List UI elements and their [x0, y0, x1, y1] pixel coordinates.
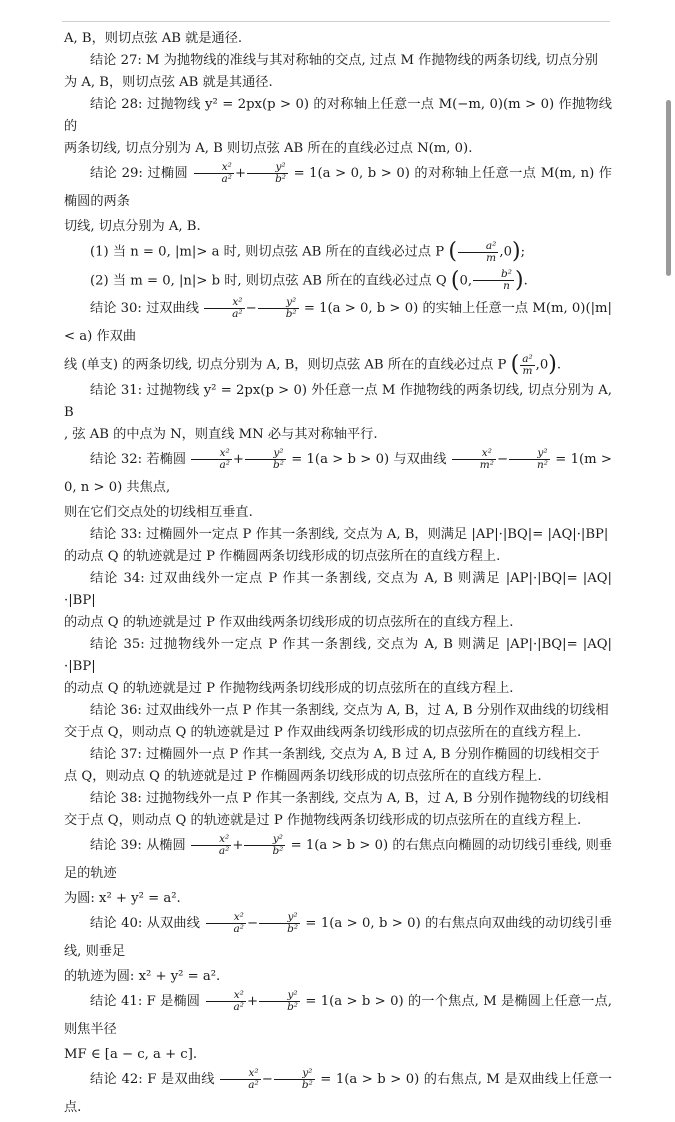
conclusion-text: 若椭圆: [146, 451, 187, 467]
conclusion-text: = 1(a > b > 0) 的右焦点, M 是双曲线上任意一点.: [64, 1071, 612, 1115]
text-line: 线 (单支) 的两条切线, 切点分别为 A, B，则切点弦 AB 所在的直线必过点 P ( $\frac{\text{a²}}{m}$ ,0).: [64, 352, 562, 377]
conclusion-37: [64, 744, 612, 766]
case-text: (1) 当 n = 0, |m|> a 时, 则切点弦 AB 所在的直线必过点 P: [90, 244, 445, 260]
conclusion-29-case-2: (2) 当 m = 0, |n|> b 时, 则切点弦 AB 所在的直线必过点 Q (0, $\frac{\text{b²}}{n}$ ).: [90, 267, 528, 293]
case-text: (2) 当 m = 0, |n|> b 时, 则切点弦 AB 所在的直线必过点 Q: [90, 273, 447, 288]
conclusion-label: 结论 29:: [90, 166, 143, 181]
conclusion-text: 过椭圆外一定点 P 作其一条割线, 交点为 A, B，则满足 |AP|·|BQ|= |AQ|·|BP|: [146, 526, 609, 542]
text-line: 的动点 Q 的轨迹就是过 P 作抛物线两条切线形成的切点弦所在的直线方程上.: [64, 680, 514, 696]
conclusion-label: 结论 42:: [90, 1071, 143, 1087]
scrollbar[interactable]: [661, 0, 675, 821]
fraction: $\frac{\text{x²}}{\text{a²}}$: [220, 1068, 260, 1091]
conclusion-label: 结论 41:: [90, 993, 143, 1009]
fraction: $\frac{\text{y²}}{\text{b²}}$: [259, 912, 300, 935]
text-line: 切线, 切点分别为 A, B.: [64, 219, 201, 234]
text-line: 交于点 Q，则动点 Q 的轨迹就是过 P 作抛物线两条切线形成的切点弦所在的直线方程上.: [64, 812, 582, 828]
conclusion-label: 结论 35:: [90, 636, 145, 652]
conclusion-text: 过椭圆: [147, 166, 188, 181]
fraction: $\frac{\text{y²}}{\text{b²}}$: [244, 834, 285, 857]
conclusion-text: 过双曲线外一定点 P 作其一条割线, 交点为 A, B 则满足 |AP|·|BQ|= |AQ|·|BP|: [64, 570, 613, 608]
conclusion-text: = 1(a > b > 0) 的一个焦点, M 是椭圆上任意一点, 则焦半径: [64, 993, 613, 1037]
fraction: $\frac{\text{x²}}{\text{a²}}$: [191, 448, 231, 471]
conclusion-label: 结论 40:: [90, 915, 143, 931]
conclusion-label: 结论 28:: [90, 97, 143, 112]
fraction: $\frac{\text{a²}}{m}$: [522, 352, 533, 377]
document-page: [64, 28, 612, 1122]
conclusion-label: 结论 30:: [90, 301, 142, 316]
conclusion-text: = 1(a > 0, b > 0) 的对称轴上任意一点 M(m, n) 作椭圆的两条: [64, 166, 612, 209]
conclusion-31: [64, 380, 612, 424]
conclusion-text: = 1(a > 0, b > 0) 的实轴上任意一点 M(m, 0)(|m|< a) 作双曲: [64, 301, 612, 344]
fraction: $\frac{\text{x²}}{\text{a²}}$: [194, 162, 234, 185]
text-line: 为圆: x² + y² = a².: [64, 890, 181, 906]
text-line: 的动点 Q 的轨迹就是过 P 作椭圆两条切线形成的切点弦所在的直线方程上.: [64, 548, 501, 564]
conclusion-text: 过抛物线外一定点 P 作其一条割线, 交点为 A, B 则满足 |AP|·|BQ|= |AQ|·|BP|: [64, 636, 613, 674]
fraction: $\frac{\text{x²}}{\text{m²}}$: [452, 448, 496, 471]
conclusion-text: = 1(m > 0, n > 0) 共焦点,: [64, 451, 612, 495]
conclusion-text: 过抛物线 y² = 2px(p > 0) 外任意一点 M 作抛物线的两条切线, 切点分别为 A, B: [64, 382, 612, 420]
fraction: $\frac{\text{x²}}{\text{a²}}$: [191, 834, 231, 857]
conclusion-40: 结论 40: 从双曲线 $\frac{\text{x²}}{\text{a²}}$ − $\frac{\text{y²}}{\text{b²}}$ = 1(a > 0, b > 0) 的右焦点向双曲线的动切线引垂线, 则垂足: [64, 910, 613, 959]
conclusion-text: = 1(a > b > 0) 的右焦点向椭圆的动切线引垂线, 则垂足的轨迹: [64, 837, 612, 881]
conclusion-text: 过双曲线: [146, 301, 199, 316]
text-line: MF ∈ [a − c, a + c].: [64, 1046, 198, 1062]
conclusion-text: 过抛物线 y² = 2px(p > 0) 的对称轴上任意一点 M(−m, 0)(m > 0) 作抛物线的: [64, 97, 612, 134]
conclusion-28: [64, 94, 612, 138]
conclusion-text: 过椭圆外一点 P 作其一条割线, 交点为 A, B 过 A, B 分别作椭圆的切线相交于: [146, 746, 600, 762]
conclusion-38: [64, 788, 612, 810]
fraction: $\frac{\text{y²}}{\text{b²}}$: [247, 162, 288, 185]
text-line: 交于点 Q，则动点 Q 的轨迹就是过 P 作双曲线两条切线形成的切点弦所在的直线方程上.: [64, 724, 582, 740]
conclusion-35: [64, 634, 612, 678]
fraction: $\frac{\text{b²}}{n}$: [473, 269, 514, 292]
conclusion-41: 结论 41: F 是椭圆 $\frac{\text{x²}}{\text{a²}}$ + $\frac{\text{y²}}{\text{b²}}$ = 1(a > b > 0) 的一个焦点, M 是椭圆上任意一点, 则焦半径: [64, 988, 613, 1037]
text-line: 两条切线, 切点分别为 A, B 则切点弦 AB 所在的直线必过点 N(m, 0).: [64, 141, 473, 156]
conclusion-33: [64, 524, 612, 546]
conclusion-27: [64, 50, 612, 72]
scrollbar-thumb[interactable]: [666, 100, 671, 276]
conclusion-text: 过抛物线外一点 P 作其一条割线, 交点为 A, B，过 A, B 分别作抛物线的切线相: [146, 790, 609, 806]
conclusion-text: M 为抛物线的准线与其对称轴的交点, 过点 M 作抛物线的两条切线, 切点分别: [146, 53, 598, 68]
conclusion-text: F 是双曲线: [147, 1071, 215, 1087]
conclusion-text: 线 (单支) 的两条切线, 切点分别为 A, B，则切点弦 AB 所在的直线必过点 P: [64, 357, 507, 373]
fraction: $\frac{\text{y²}}{\text{n²}}$: [509, 448, 550, 471]
conclusion-30: 结论 30: 过双曲线 $\frac{\text{x²}}{\text{a²}}$ − $\frac{\text{y²}}{\text{b²}}$ = 1(a > 0, b > 0) 的实轴上任意一点 M(m, 0)(|m|< a) 作双曲: [64, 296, 612, 344]
conclusion-label: 结论 34:: [90, 570, 145, 586]
conclusion-text: 过双曲线外一点 P 作其一条割线, 交点为 A, B，过 A, B 分别作双曲线的切线相: [146, 702, 609, 718]
fraction: $\frac{\text{y²}}{\text{b²}}$: [274, 1068, 315, 1091]
conclusion-34: [64, 568, 612, 612]
text-line: 则在它们交点处的切线相互垂直.: [64, 504, 253, 520]
fraction: $\frac{\text{x²}}{\text{a²}}$: [206, 912, 246, 935]
text-line: 为 A, B，则切点弦 AB 就是其通径.: [64, 75, 273, 90]
top-divider: [62, 21, 610, 22]
conclusion-29: 结论 29: 过椭圆 $\frac{\text{x²}}{\text{a²}}$ + $\frac{\text{y²}}{\text{b²}}$ = 1(a > 0, b > 0) 的对称轴上任意一点 M(m, n) 作椭圆的两条: [64, 161, 612, 209]
text-line: 的轨迹为圆: x² + y² = a².: [64, 968, 221, 984]
conclusion-label: 结论 31:: [90, 382, 143, 398]
conclusion-29-case-1: (1) 当 n = 0, |m|> a 时, 则切点弦 AB 所在的直线必过点 P ( $\frac{\text{a²}}{m}$ ,0);: [90, 239, 526, 264]
fraction: $\frac{\text{y²}}{\text{b²}}$: [245, 448, 286, 471]
fraction: $\frac{\text{y²}}{\text{b²}}$: [259, 990, 300, 1013]
conclusion-label: 结论 32:: [90, 451, 143, 467]
fraction: $\frac{\text{a²}}{m}$: [458, 241, 498, 264]
text-line: , 弦 AB 的中点为 N，则直线 MN 必与其对称轴平行.: [64, 426, 378, 442]
conclusion-text: 从双曲线: [146, 915, 201, 931]
conclusion-label: 结论 37:: [90, 746, 142, 762]
conclusion-text: = 1(a > 0, b > 0) 的右焦点向双曲线的动切线引垂线, 则垂足: [64, 915, 613, 959]
conclusion-36: [64, 700, 612, 722]
text-line: A, B，则切点弦 AB 就是通径.: [64, 31, 243, 46]
fraction: $\frac{\text{y²}}{\text{b²}}$: [258, 297, 299, 320]
conclusion-label: 结论 39:: [90, 837, 142, 853]
fraction: $\frac{\text{x²}}{\text{a²}}$: [206, 990, 246, 1013]
conclusion-label: 结论 33:: [90, 526, 142, 542]
conclusion-42: 结论 42: F 是双曲线 $\frac{\text{x²}}{\text{a²}}$ − $\frac{\text{y²}}{\text{b²}}$ = 1(a > b > 0) 的右焦点, M 是双曲线上任意一点.: [64, 1066, 612, 1115]
conclusion-text: 从椭圆: [146, 837, 186, 853]
conclusion-text: = 1(a > b > 0) 与双曲线: [291, 451, 447, 467]
conclusion-label: 结论 38:: [90, 790, 142, 806]
conclusion-32: 结论 32: 若椭圆 $\frac{\text{x²}}{\text{a²}}$ + $\frac{\text{y²}}{\text{b²}}$ = 1(a > b > 0) 与双曲线 $\frac{\text{x²}}{\text{m²}}$ − $\frac{\text{y²}}{\text{n²}}$ = 1(m > 0, n > 0) 共焦点,: [64, 446, 612, 495]
text-line: 点 Q，则动点 Q 的轨迹就是过 P 作椭圆两条切线形成的切点弦所在的直线方程上.: [64, 768, 542, 784]
conclusion-label: 结论 27:: [90, 53, 142, 68]
fraction: $\frac{\text{x²}}{\text{a²}}$: [204, 297, 244, 320]
conclusion-39: 结论 39: 从椭圆 $\frac{\text{x²}}{\text{a²}}$ + $\frac{\text{y²}}{\text{b²}}$ = 1(a > b > 0) 的右焦点向椭圆的动切线引垂线, 则垂足的轨迹: [64, 832, 612, 881]
conclusion-label: 结论 36:: [90, 702, 142, 718]
text-line: 的动点 Q 的轨迹就是过 P 作双曲线两条切线形成的切点弦所在的直线方程上.: [64, 614, 514, 630]
conclusion-text: F 是椭圆: [146, 993, 201, 1009]
